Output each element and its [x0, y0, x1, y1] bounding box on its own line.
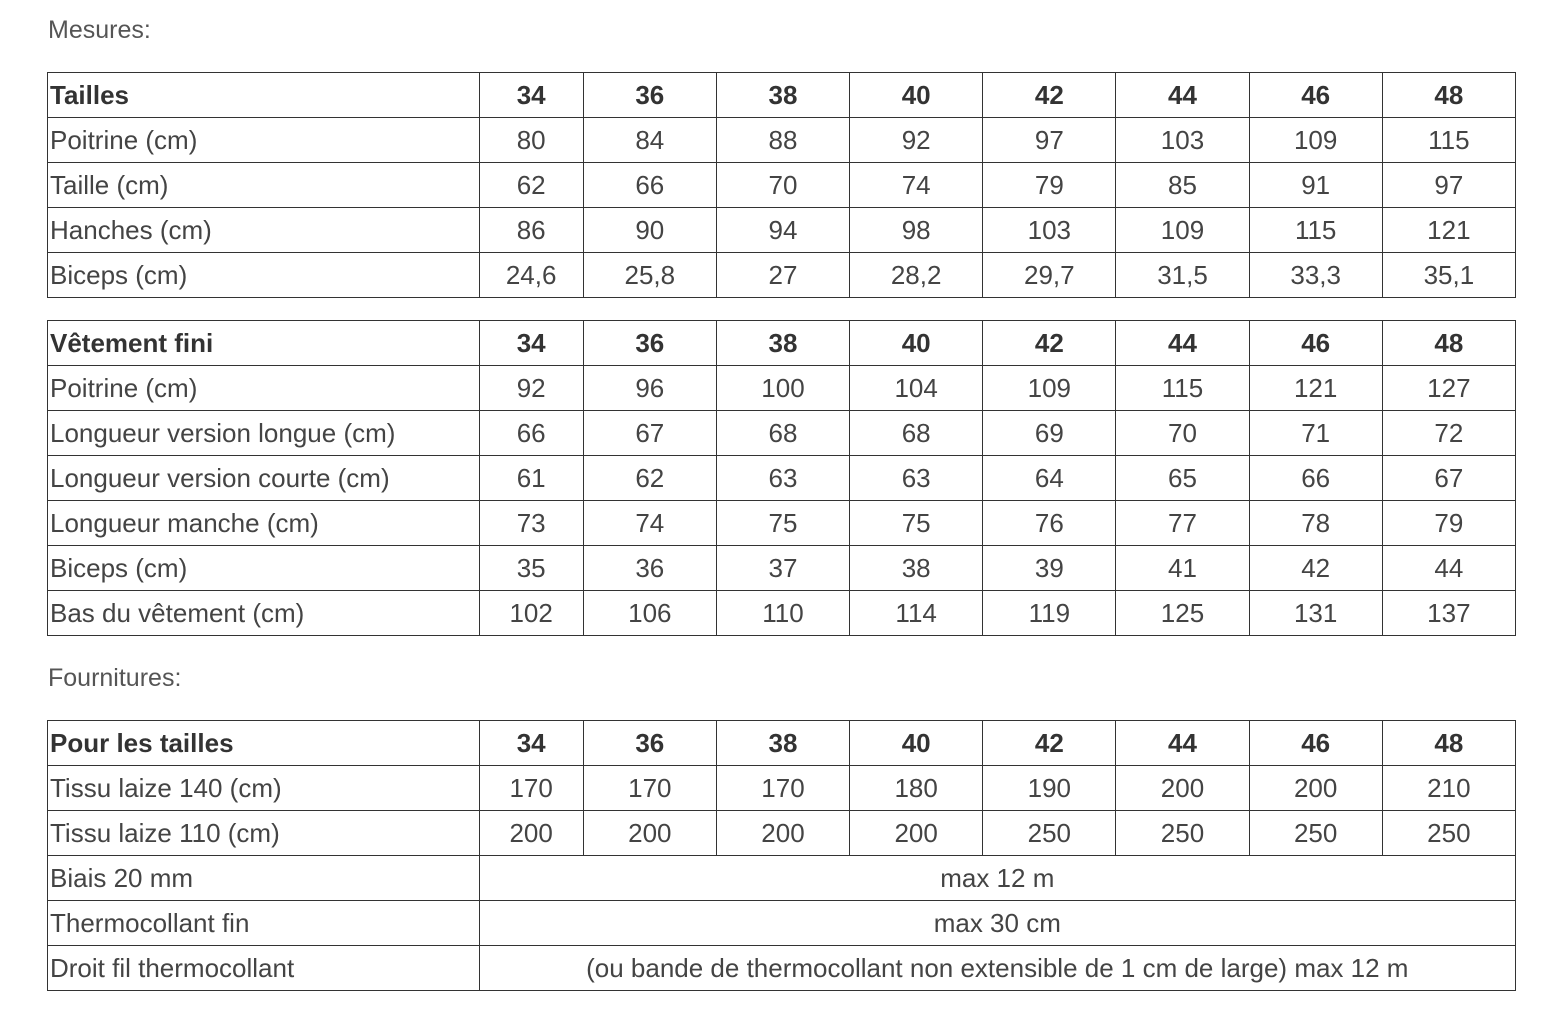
value-cell: 67 [583, 411, 716, 456]
row-label-cell: Longueur version longue (cm) [48, 411, 480, 456]
value-cell: 250 [983, 811, 1116, 856]
table-row [48, 901, 1516, 946]
value-cell: 100 [716, 366, 849, 411]
value-cell: 68 [716, 411, 849, 456]
value-cell: 109 [1249, 118, 1382, 163]
vetement-fini-table [47, 320, 1516, 636]
row-label-cell: Longueur manche (cm) [48, 501, 480, 546]
value-cell: 200 [583, 811, 716, 856]
value-cell: 121 [1249, 366, 1382, 411]
value-cell: 84 [583, 118, 716, 163]
table-row [48, 501, 1516, 546]
value-cell: 92 [850, 118, 983, 163]
row-label-cell: Thermocollant fin [48, 901, 480, 946]
value-cell: 127 [1382, 366, 1515, 411]
size-header-cell: 48 [1382, 321, 1515, 366]
value-cell: 210 [1382, 766, 1515, 811]
value-cell: 27 [716, 253, 849, 298]
value-cell: 64 [983, 456, 1116, 501]
value-cell: 29,7 [983, 253, 1116, 298]
size-header-cell: 44 [1116, 73, 1249, 118]
value-cell: 79 [983, 163, 1116, 208]
value-cell: 121 [1382, 208, 1515, 253]
header-label-cell: Pour les tailles [48, 721, 480, 766]
value-cell: 62 [583, 456, 716, 501]
size-header-cell: 48 [1382, 73, 1515, 118]
value-cell: 94 [716, 208, 849, 253]
value-cell: 170 [583, 766, 716, 811]
size-header-cell: 46 [1249, 73, 1382, 118]
size-header-cell: 40 [850, 321, 983, 366]
value-cell: 250 [1382, 811, 1515, 856]
row-label-cell: Poitrine (cm) [48, 118, 480, 163]
value-cell: 88 [716, 118, 849, 163]
table-row [48, 856, 1516, 901]
value-cell: 200 [1116, 766, 1249, 811]
value-cell: 170 [479, 766, 583, 811]
value-cell: 131 [1249, 591, 1382, 636]
size-header-cell: 46 [1249, 721, 1382, 766]
table-row [48, 163, 1516, 208]
value-cell: 75 [716, 501, 849, 546]
table-row [48, 411, 1516, 456]
value-cell: 75 [850, 501, 983, 546]
row-label-cell: Taille (cm) [48, 163, 480, 208]
value-cell: 86 [479, 208, 583, 253]
table-header-row [48, 73, 1516, 118]
row-label-cell: Poitrine (cm) [48, 366, 480, 411]
table-row [48, 253, 1516, 298]
value-cell: 91 [1249, 163, 1382, 208]
row-label-cell: Bas du vêtement (cm) [48, 591, 480, 636]
value-cell: 79 [1382, 501, 1515, 546]
spanned-value-cell: (ou bande de thermocollant non extensible de 1 cm de large) max 12 m [479, 946, 1515, 991]
size-header-cell: 42 [983, 321, 1116, 366]
value-cell: 31,5 [1116, 253, 1249, 298]
fournitures-section-title: Fournitures: [48, 664, 182, 692]
value-cell: 66 [583, 163, 716, 208]
value-cell: 115 [1382, 118, 1515, 163]
value-cell: 44 [1382, 546, 1515, 591]
value-cell: 106 [583, 591, 716, 636]
value-cell: 28,2 [850, 253, 983, 298]
size-header-cell: 36 [583, 73, 716, 118]
header-label-cell: Vêtement fini [48, 321, 480, 366]
size-header-cell: 44 [1116, 721, 1249, 766]
value-cell: 37 [716, 546, 849, 591]
size-header-cell: 34 [479, 721, 583, 766]
size-header-cell: 38 [716, 321, 849, 366]
value-cell: 125 [1116, 591, 1249, 636]
size-header-cell: 46 [1249, 321, 1382, 366]
value-cell: 80 [479, 118, 583, 163]
fournitures-table [47, 720, 1516, 991]
value-cell: 25,8 [583, 253, 716, 298]
table-row [48, 811, 1516, 856]
value-cell: 96 [583, 366, 716, 411]
value-cell: 72 [1382, 411, 1515, 456]
table-row [48, 366, 1516, 411]
value-cell: 61 [479, 456, 583, 501]
table-header-row [48, 321, 1516, 366]
table-row [48, 546, 1516, 591]
value-cell: 170 [716, 766, 849, 811]
size-header-cell: 42 [983, 721, 1116, 766]
value-cell: 33,3 [1249, 253, 1382, 298]
value-cell: 39 [983, 546, 1116, 591]
table-row [48, 946, 1516, 991]
size-header-cell: 40 [850, 721, 983, 766]
spanned-value-cell: max 12 m [479, 856, 1515, 901]
value-cell: 73 [479, 501, 583, 546]
table-header-row [48, 721, 1516, 766]
value-cell: 77 [1116, 501, 1249, 546]
row-label-cell: Tissu laize 110 (cm) [48, 811, 480, 856]
table-row [48, 591, 1516, 636]
size-header-cell: 44 [1116, 321, 1249, 366]
value-cell: 85 [1116, 163, 1249, 208]
value-cell: 200 [1249, 766, 1382, 811]
size-header-cell: 34 [479, 321, 583, 366]
value-cell: 180 [850, 766, 983, 811]
value-cell: 62 [479, 163, 583, 208]
row-label-cell: Biais 20 mm [48, 856, 480, 901]
value-cell: 200 [850, 811, 983, 856]
value-cell: 200 [479, 811, 583, 856]
size-header-cell: 36 [583, 721, 716, 766]
value-cell: 98 [850, 208, 983, 253]
value-cell: 92 [479, 366, 583, 411]
mesures-section-title: Mesures: [48, 16, 151, 44]
size-header-cell: 36 [583, 321, 716, 366]
value-cell: 115 [1249, 208, 1382, 253]
value-cell: 104 [850, 366, 983, 411]
value-cell: 76 [983, 501, 1116, 546]
size-header-cell: 34 [479, 73, 583, 118]
value-cell: 110 [716, 591, 849, 636]
value-cell: 35 [479, 546, 583, 591]
value-cell: 71 [1249, 411, 1382, 456]
value-cell: 42 [1249, 546, 1382, 591]
header-label-cell: Tailles [48, 73, 480, 118]
value-cell: 65 [1116, 456, 1249, 501]
value-cell: 114 [850, 591, 983, 636]
value-cell: 119 [983, 591, 1116, 636]
value-cell: 74 [583, 501, 716, 546]
row-label-cell: Droit fil thermocollant [48, 946, 480, 991]
value-cell: 250 [1249, 811, 1382, 856]
row-label-cell: Longueur version courte (cm) [48, 456, 480, 501]
value-cell: 74 [850, 163, 983, 208]
size-header-cell: 38 [716, 721, 849, 766]
row-label-cell: Biceps (cm) [48, 253, 480, 298]
value-cell: 115 [1116, 366, 1249, 411]
row-label-cell: Hanches (cm) [48, 208, 480, 253]
table-row [48, 118, 1516, 163]
value-cell: 90 [583, 208, 716, 253]
value-cell: 97 [1382, 163, 1515, 208]
value-cell: 35,1 [1382, 253, 1515, 298]
mesures-table [47, 72, 1516, 298]
value-cell: 190 [983, 766, 1116, 811]
value-cell: 103 [983, 208, 1116, 253]
value-cell: 41 [1116, 546, 1249, 591]
value-cell: 63 [850, 456, 983, 501]
size-header-cell: 48 [1382, 721, 1515, 766]
value-cell: 69 [983, 411, 1116, 456]
value-cell: 66 [479, 411, 583, 456]
value-cell: 24,6 [479, 253, 583, 298]
spanned-value-cell: max 30 cm [479, 901, 1515, 946]
value-cell: 68 [850, 411, 983, 456]
size-header-cell: 40 [850, 73, 983, 118]
value-cell: 137 [1382, 591, 1515, 636]
row-label-cell: Biceps (cm) [48, 546, 480, 591]
value-cell: 70 [1116, 411, 1249, 456]
value-cell: 250 [1116, 811, 1249, 856]
value-cell: 102 [479, 591, 583, 636]
value-cell: 63 [716, 456, 849, 501]
table-row [48, 456, 1516, 501]
size-header-cell: 38 [716, 73, 849, 118]
size-header-cell: 42 [983, 73, 1116, 118]
value-cell: 109 [1116, 208, 1249, 253]
value-cell: 70 [716, 163, 849, 208]
value-cell: 36 [583, 546, 716, 591]
table-row [48, 208, 1516, 253]
value-cell: 78 [1249, 501, 1382, 546]
value-cell: 103 [1116, 118, 1249, 163]
value-cell: 97 [983, 118, 1116, 163]
row-label-cell: Tissu laize 140 (cm) [48, 766, 480, 811]
value-cell: 67 [1382, 456, 1515, 501]
value-cell: 66 [1249, 456, 1382, 501]
value-cell: 200 [716, 811, 849, 856]
table-row [48, 766, 1516, 811]
value-cell: 38 [850, 546, 983, 591]
value-cell: 109 [983, 366, 1116, 411]
